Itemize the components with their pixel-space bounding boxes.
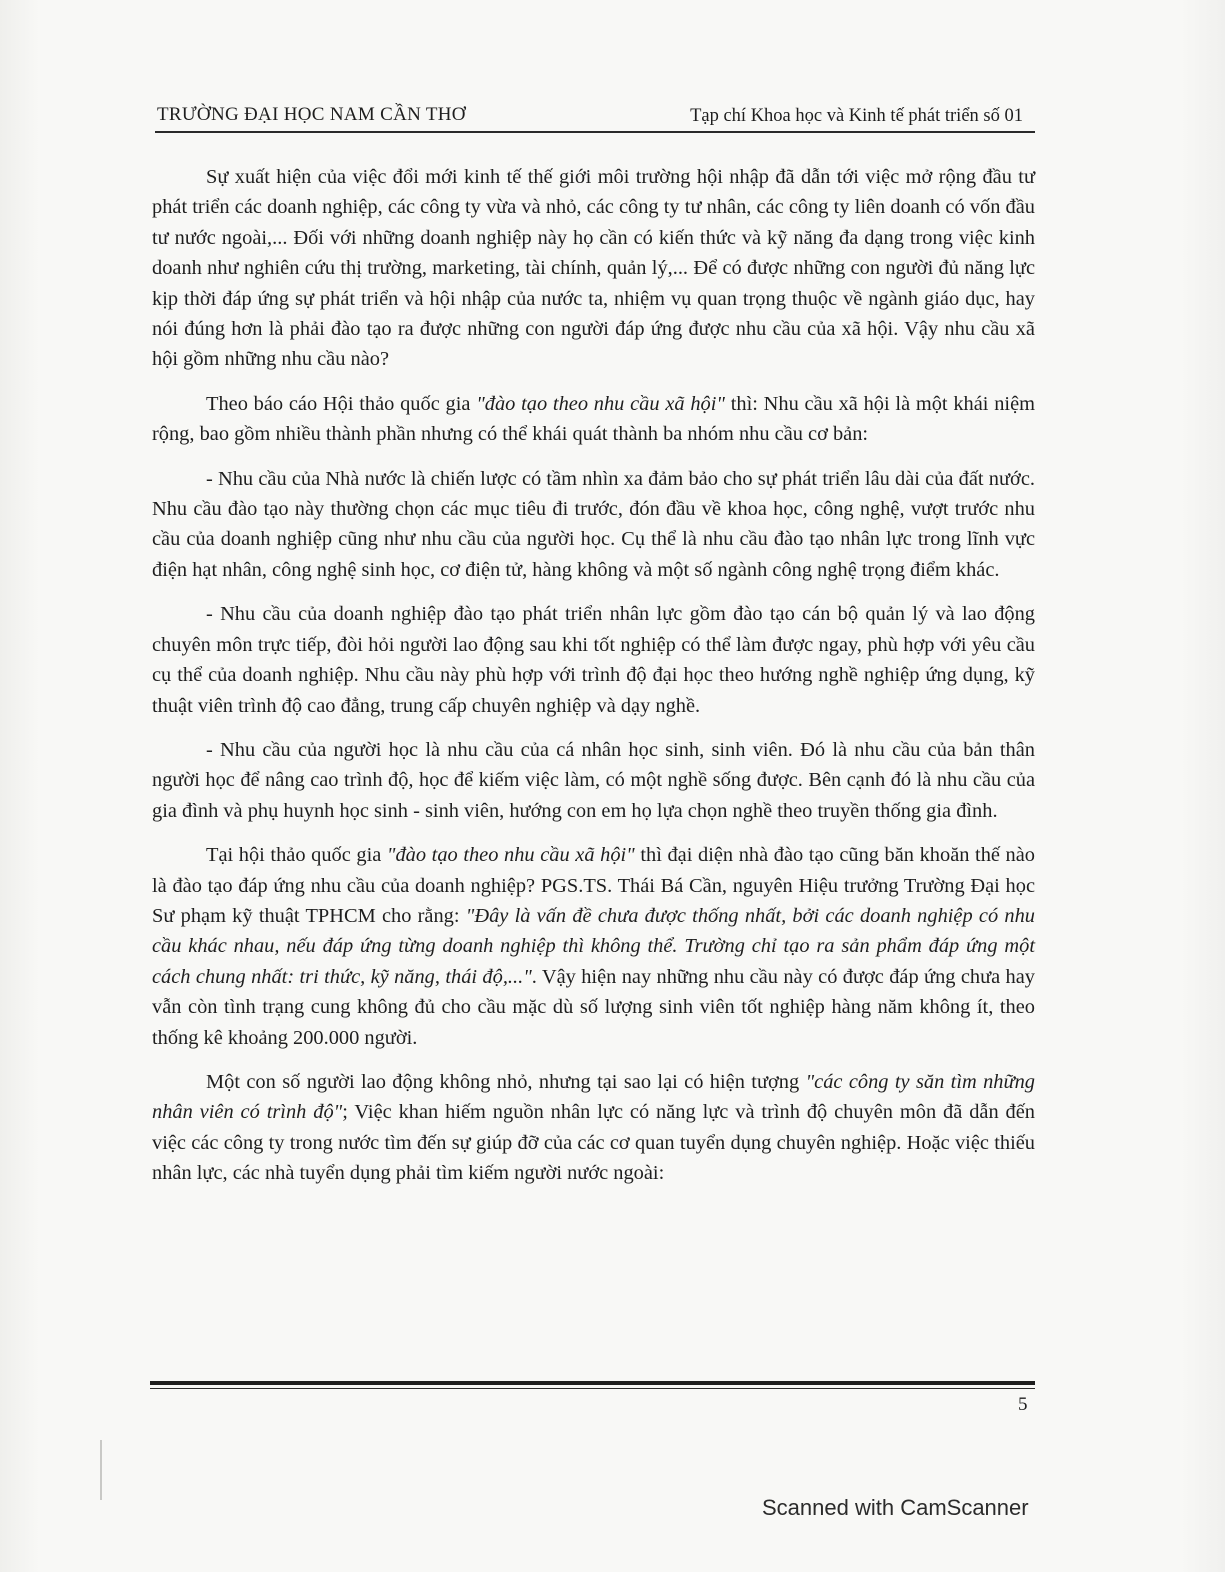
footer-rule-thin [150, 1388, 1035, 1389]
quotation: "Đây là vấn đề chưa được thống nhất, bởi các doanh nghiệp có nhu cầu khác nhau, nếu đáp ứng từng doanh nghiệp thì không thể. Trường chỉ tạo ra sản phẩm đáp ứng một cách chung nhất: tri thức, kỹ năng, thái độ,..." [152, 904, 1035, 988]
paragraph-1: Sự xuất hiện của việc đổi mới kinh tế thế giới môi trường hội nhập đã dẫn tới việc mở rộng đầu tư phát triển các doanh nghiệp, các công ty vừa và nhỏ, các công ty tư nhân, các công ty liên doanh có vốn đầu tư nước ngoài,... Đối với những doanh nghiệp này họ cần có kiến thức và kỹ năng đa dạng trong việc kinh doanh như nghiên cứu thị trường, marketing, tài chính, quản lý,... Để có được những con người đủ năng lực kịp thời đáp ứng sự phát triển và hội nhập của nước ta, nhiệm vụ quan trọng thuộc về ngành giáo dục, hay nói đúng hơn là phải đào tạo ra được những con người đáp ứng được nhu cầu của xã hội. Vậy nhu cầu xã hội gồm những nhu cầu nào? [152, 166, 1035, 371]
camscanner-watermark: Scanned with CamScanner [762, 1495, 1029, 1520]
header-institution: TRƯỜNG ĐẠI HỌC NAM CẦN THƠ [157, 104, 466, 125]
scan-edge-mark [100, 1440, 102, 1500]
quoted-title: "đào tạo theo nhu cầu xã hội" [386, 844, 635, 867]
paragraph-4: - Nhu cầu của doanh nghiệp đào tạo phát triển nhân lực gồm đào tạo cán bộ quản lý và lao động chuyên môn trực tiếp, đòi hỏi người lao động sau khi tốt nghiệp có thể làm được ngay, phù hợp với yêu cầu cụ thể của doanh nghiệp. Nhu cầu này phù hợp với trình độ đại học theo hướng nghề nghiệp ứng dụng, kỹ thuật viên trình độ cao đẳng, trung cấp chuyên nghiệp và dạy nghề. [152, 603, 1035, 717]
bottom-band [0, 1572, 1225, 1585]
quoted-title: "đào tạo theo nhu cầu xã hội" [476, 392, 725, 415]
paragraph-5: - Nhu cầu của người học là nhu cầu của cá nhân học sinh, sinh viên. Đó là nhu cầu của bản thân người học để nâng cao trình độ, học để kiếm việc làm, có một nghề sống được. Bên cạnh đó là nhu cầu của gia đình và phụ huynh học sinh - sinh viên, hướng con em họ lựa chọn nghề theo truyền thống gia đình. [152, 738, 1035, 822]
paragraph-2: Theo báo cáo Hội thảo quốc gia "đào tạo theo nhu cầu xã hội" thì: Nhu cầu xã hội là một khái niệm rộng, bao gồm nhiều thành phần nhưng có thể khái quát thành ba nhóm nhu cầu cơ bản: [152, 392, 1035, 446]
page-header [157, 104, 1037, 134]
header-journal: Tạp chí Khoa học và Kinh tế phát triển số 01 [690, 106, 1023, 126]
article-body [152, 162, 1035, 1203]
paragraph-3: - Nhu cầu của Nhà nước là chiến lược có tầm nhìn xa đảm bảo cho sự phát triển lâu dài của đất nước. Nhu cầu đào tạo này thường chọn các mục tiêu đi trước, đón đầu về khoa học, công nghệ, vượt trước nhu cầu của doanh nghiệp cũng như nhu cầu của người học. Cụ thể là nhu cầu đào tạo nhân lực trong lĩnh vực điện hạt nhân, công nghệ sinh học, cơ điện tử, hàng không và một số ngành công nghệ trọng điểm khác. [152, 467, 1035, 581]
paragraph-6: Tại hội thảo quốc gia "đào tạo theo nhu cầu xã hội" thì đại diện nhà đào tạo cũng băn khoăn thế nào là đào tạo đáp ứng nhu cầu của doanh nghiệp? PGS.TS. Thái Bá Cần, nguyên Hiệu trưởng Trường Đại học Sư phạm kỹ thuật TPHCM cho rằng: "Đây là vấn đề chưa được thống nhất, bởi các doanh nghiệp có nhu cầu khác nhau, nếu đáp ứng từng doanh nghiệp thì không thể. Trường chỉ tạo ra sản phẩm đáp ứng một cách chung nhất: tri thức, kỹ năng, thái độ,...". Vậy hiện nay những nhu cầu này có được đáp ứng chưa hay vẫn còn tình trạng cung không đủ cho cầu mặc dù số lượng sinh viên tốt nghiệp hàng năm không ít, theo thống kê khoảng 200.000 người. [152, 844, 1036, 1049]
header-rule [155, 131, 1035, 133]
paragraph-7: Một con số người lao động không nhỏ, nhưng tại sao lại có hiện tượng "các công ty săn tìm những nhân viên có trình độ"; Việc khan hiếm nguồn nhân lực có năng lực và trình độ chuyên môn đã dẫn đến việc các công ty trong nước tìm đến sự giúp đỡ của các cơ quan tuyển dụng chuyên nghiệp. Hoặc việc thiếu nhân lực, các nhà tuyển dụng phải tìm kiếm người nước ngoài: [152, 1070, 1035, 1185]
page-number: 5 [1018, 1394, 1028, 1415]
quotation: "các công ty săn tìm những nhân viên có trình độ" [152, 1070, 1035, 1124]
footer-rule [150, 1381, 1035, 1385]
